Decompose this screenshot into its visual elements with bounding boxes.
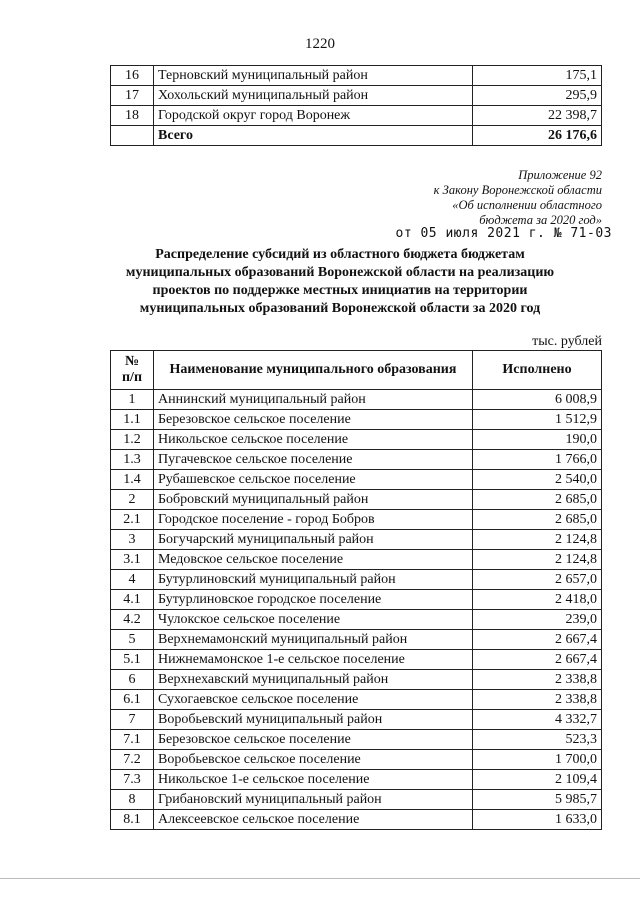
total-number [111, 126, 154, 146]
row-number: 8.1 [111, 810, 154, 830]
municipality-name: Пугачевское сельское поселение [154, 450, 473, 470]
municipality-name: Бутурлиновское городское поселение [154, 590, 473, 610]
row-number: 7.1 [111, 730, 154, 750]
table-row [111, 590, 602, 610]
row-number: 16 [111, 66, 154, 86]
header-name: Наименование муниципального образования [154, 351, 473, 390]
table-row [111, 690, 602, 710]
title-line: Распределение субсидий из областного бюджета бюджетам [155, 247, 525, 262]
amount-value: 22 398,7 [473, 106, 602, 126]
table-row [111, 510, 602, 530]
municipality-name: Березовское сельское поселение [154, 410, 473, 430]
row-number: 1.2 [111, 430, 154, 450]
row-number: 17 [111, 86, 154, 106]
municipality-name: Городское поселение - город Бобров [154, 510, 473, 530]
row-number: 1 [111, 390, 154, 410]
header-number-line: № [124, 354, 140, 369]
row-number: 5 [111, 630, 154, 650]
amount-value: 1 700,0 [473, 750, 602, 770]
municipality-name: Воробьевский муниципальный район [154, 710, 473, 730]
municipality-name: Медовское сельское поселение [154, 550, 473, 570]
amount-value: 1 766,0 [473, 450, 602, 470]
amount-value: 4 332,7 [473, 710, 602, 730]
amount-value: 175,1 [473, 66, 602, 86]
header-number-line: п/п [121, 370, 143, 385]
row-number: 1.3 [111, 450, 154, 470]
total-label: Всего [154, 126, 473, 146]
amount-value: 239,0 [473, 610, 602, 630]
appendix-line: «Об исполнении областного [452, 198, 602, 212]
row-number: 1.1 [111, 410, 154, 430]
amount-value: 190,0 [473, 430, 602, 450]
amount-value: 2 667,4 [473, 650, 602, 670]
document-title [90, 246, 590, 318]
table-row [111, 66, 602, 86]
municipality-name: Верхнемамонский муниципальный район [154, 630, 473, 650]
table-row [111, 750, 602, 770]
appendix-line: к Закону Воронежской области [433, 183, 602, 197]
table-row [111, 670, 602, 690]
title-line: проектов по поддержке местных инициатив на территории [152, 283, 528, 298]
municipality-name: Нижнемамонское 1-е сельское поселение [154, 650, 473, 670]
title-line: муниципальных образований Воронежской области за 2020 год [139, 301, 541, 316]
total-row [111, 126, 602, 146]
table-row [111, 630, 602, 650]
row-number: 4 [111, 570, 154, 590]
municipality-name: Рубашевское сельское поселение [154, 470, 473, 490]
amount-value: 2 338,8 [473, 670, 602, 690]
page-number: 1220 [305, 36, 335, 52]
municipality-name: Терновский муниципальный район [154, 66, 473, 86]
table-row [111, 430, 602, 450]
appendix-line: Приложение 92 [518, 168, 602, 182]
table-row [111, 390, 602, 410]
amount-value: 2 667,4 [473, 630, 602, 650]
amount-value: 5 985,7 [473, 790, 602, 810]
total-value: 26 176,6 [473, 126, 602, 146]
table-row [111, 710, 602, 730]
table-row [111, 550, 602, 570]
table-row [111, 470, 602, 490]
continuation-table [110, 65, 602, 146]
row-number: 5.1 [111, 650, 154, 670]
subsidy-table-body [111, 390, 602, 830]
row-number: 4.1 [111, 590, 154, 610]
table-row [111, 86, 602, 106]
municipality-name: Хохольский муниципальный район [154, 86, 473, 106]
row-number: 6.1 [111, 690, 154, 710]
municipality-name: Городской округ город Воронеж [154, 106, 473, 126]
scan-edge-line [0, 878, 640, 879]
amount-value: 1 512,9 [473, 410, 602, 430]
table-row [111, 770, 602, 790]
municipality-name: Богучарский муниципальный район [154, 530, 473, 550]
row-number: 2 [111, 490, 154, 510]
continuation-table-body [111, 66, 602, 146]
row-number: 3 [111, 530, 154, 550]
table-row [111, 610, 602, 630]
municipality-name: Алексеевское сельское поселение [154, 810, 473, 830]
row-number: 7.2 [111, 750, 154, 770]
amount-value: 2 685,0 [473, 490, 602, 510]
units-label: тыс. рублей [532, 334, 602, 349]
table-row [111, 730, 602, 750]
table-row [111, 790, 602, 810]
row-number: 4.2 [111, 610, 154, 630]
table-row [111, 106, 602, 126]
table-row [111, 490, 602, 510]
table-row [111, 650, 602, 670]
row-number: 7.3 [111, 770, 154, 790]
amount-value: 2 540,0 [473, 470, 602, 490]
municipality-name: Сухогаевское сельское поселение [154, 690, 473, 710]
row-number: 7 [111, 710, 154, 730]
header-row [111, 351, 602, 390]
table-row [111, 570, 602, 590]
row-number: 2.1 [111, 510, 154, 530]
amount-value: 2 418,0 [473, 590, 602, 610]
table-row [111, 810, 602, 830]
table-row [111, 450, 602, 470]
appendix-line: бюджета за 2020 год» [479, 213, 602, 227]
amount-value: 2 124,8 [473, 530, 602, 550]
row-number: 6 [111, 670, 154, 690]
amount-value: 1 633,0 [473, 810, 602, 830]
municipality-name: Воробьевское сельское поселение [154, 750, 473, 770]
row-number: 18 [111, 106, 154, 126]
municipality-name: Никольское сельское поселение [154, 430, 473, 450]
table-row [111, 410, 602, 430]
amount-value: 523,3 [473, 730, 602, 750]
title-line: муниципальных образований Воронежской области на реализацию [125, 265, 555, 280]
subsidy-table [110, 350, 602, 830]
amount-value: 2 685,0 [473, 510, 602, 530]
municipality-name: Аннинский муниципальный район [154, 390, 473, 410]
appendix-note [342, 168, 602, 228]
municipality-name: Верхнехавский муниципальный район [154, 670, 473, 690]
municipality-name: Березовское сельское поселение [154, 730, 473, 750]
municipality-name: Грибановский муниципальный район [154, 790, 473, 810]
header-value: Исполнено [473, 351, 602, 390]
amount-value: 6 008,9 [473, 390, 602, 410]
row-number: 3.1 [111, 550, 154, 570]
amount-value: 2 124,8 [473, 550, 602, 570]
header-number [111, 351, 154, 390]
amount-value: 2 109,4 [473, 770, 602, 790]
row-number: 1.4 [111, 470, 154, 490]
amount-value: 2 338,8 [473, 690, 602, 710]
amount-value: 2 657,0 [473, 570, 602, 590]
table-row [111, 530, 602, 550]
municipality-name: Бутурлиновский муниципальный район [154, 570, 473, 590]
amount-value: 295,9 [473, 86, 602, 106]
municipality-name: Никольское 1-е сельское поселение [154, 770, 473, 790]
municipality-name: Чулокское сельское поселение [154, 610, 473, 630]
row-number: 8 [111, 790, 154, 810]
law-date-stamp: от 05 июля 2021 г. № 71-03 [395, 226, 612, 241]
municipality-name: Бобровский муниципальный район [154, 490, 473, 510]
